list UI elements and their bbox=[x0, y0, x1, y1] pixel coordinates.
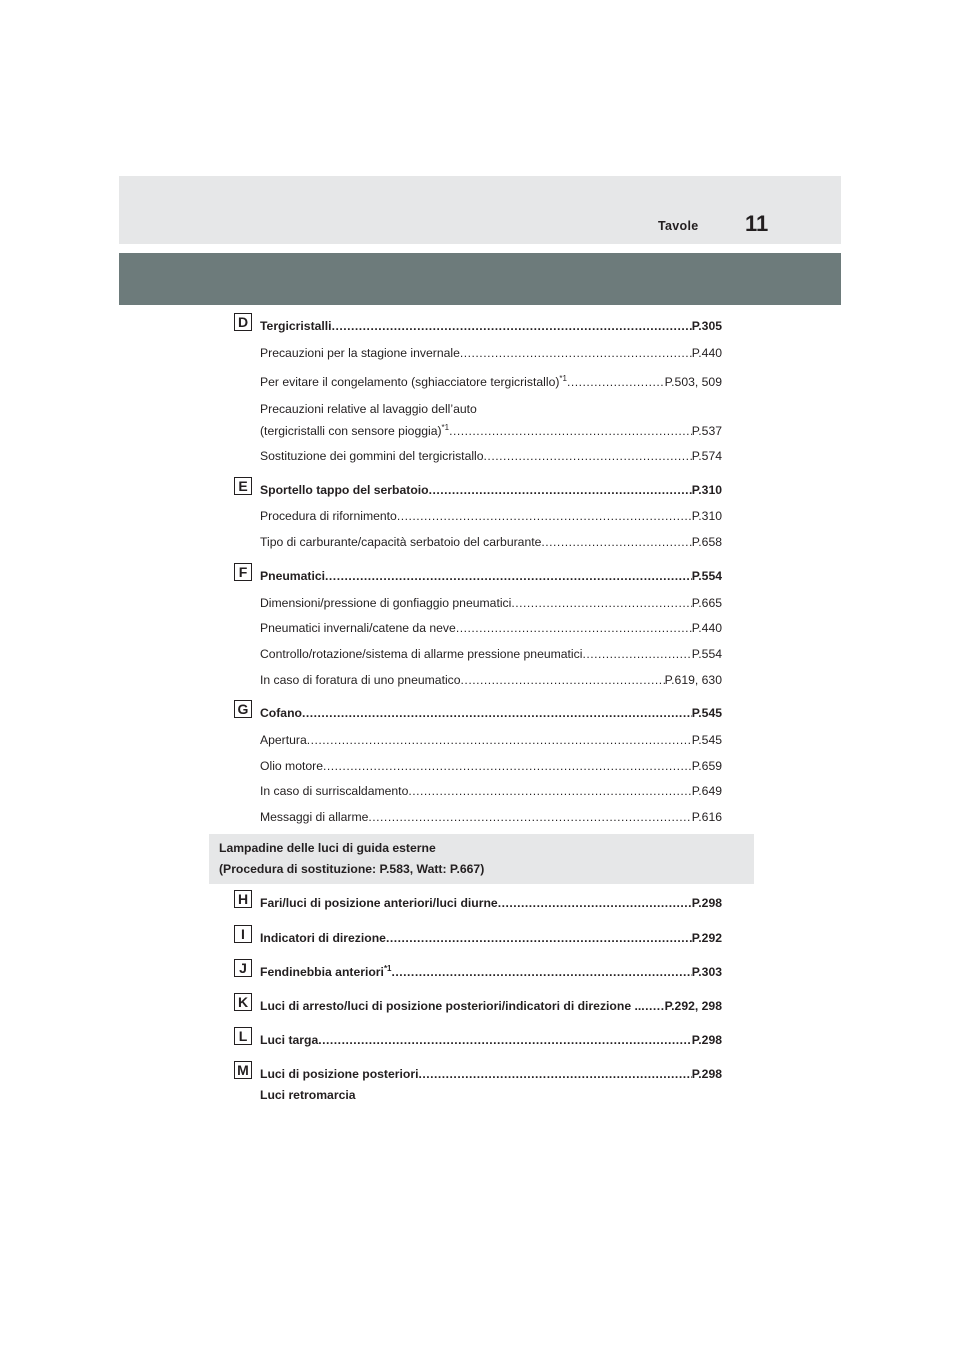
entry-page: P.665 bbox=[691, 596, 722, 610]
callout-letter: D bbox=[234, 313, 252, 331]
index-subentry[interactable] bbox=[260, 423, 722, 439]
index-subentry[interactable] bbox=[260, 646, 722, 662]
entry-page: P.537 bbox=[691, 424, 722, 438]
index-entry[interactable] bbox=[260, 1066, 722, 1082]
entry-text: Messaggi di allarme bbox=[260, 810, 369, 824]
index-entry[interactable] bbox=[260, 568, 722, 584]
entry-page: P.574 bbox=[691, 449, 722, 463]
entry-title: Luci di arresto/luci di posizione posteriori/indicatori di direzione .. bbox=[260, 999, 642, 1013]
page-number: 11 bbox=[745, 211, 769, 236]
index-subentry[interactable] bbox=[260, 508, 722, 524]
entry-page: P.292, 298 bbox=[664, 999, 722, 1013]
entry-page: P.310 bbox=[691, 483, 722, 497]
entry-page: P.545 bbox=[691, 706, 722, 720]
index-entry[interactable] bbox=[260, 930, 722, 946]
entry-title: Pneumatici bbox=[260, 569, 326, 583]
index-entry[interactable] bbox=[260, 1032, 722, 1048]
entry-page: P.503, 509 bbox=[664, 375, 722, 389]
entry-title: Fari/luci di posizione anteriori/luci diurne bbox=[260, 896, 498, 910]
bulbs-note-box bbox=[209, 834, 754, 884]
index-subentry[interactable] bbox=[260, 595, 722, 611]
entry-page: P.649 bbox=[691, 784, 722, 798]
callout-letter: E bbox=[234, 477, 252, 495]
index-entry[interactable] bbox=[260, 998, 722, 1014]
callout-letter: G bbox=[234, 700, 252, 718]
callout-letter: M bbox=[234, 1061, 252, 1079]
entry-page: P.298 bbox=[691, 1067, 722, 1081]
callout-letter: I bbox=[234, 925, 252, 943]
footnote-mark: *1 bbox=[441, 422, 450, 432]
entry-page: P.440 bbox=[691, 346, 722, 360]
index-entry[interactable] bbox=[260, 482, 722, 498]
index-entry[interactable] bbox=[260, 964, 722, 980]
entry-title-extra[interactable]: Luci retromarcia bbox=[260, 1088, 356, 1102]
bulbs-note-title: Lampadine delle luci di guida esterne bbox=[219, 841, 436, 855]
entry-text: In caso di foratura di uno pneumatico bbox=[260, 673, 461, 687]
entry-title: Tergicristalli bbox=[260, 319, 332, 333]
callout-letter: K bbox=[234, 993, 252, 1011]
entry-text: Olio motore bbox=[260, 759, 323, 773]
entry-title: Luci targa bbox=[260, 1033, 319, 1047]
entry-text: Pneumatici invernali/catene da neve bbox=[260, 621, 456, 635]
entry-page: P.440 bbox=[691, 621, 722, 635]
index-subentry[interactable] bbox=[260, 534, 722, 550]
entry-title: Fendinebbia anteriori bbox=[260, 965, 384, 979]
index-subentry[interactable] bbox=[260, 620, 722, 636]
gray-title-bar bbox=[119, 253, 841, 305]
entry-page: P.292 bbox=[691, 931, 722, 945]
entry-page: P.305 bbox=[691, 319, 722, 333]
footnote-mark: *1 bbox=[559, 373, 567, 383]
callout-letter: J bbox=[234, 959, 252, 977]
entry-text: Apertura bbox=[260, 733, 307, 747]
entry-title: Cofano bbox=[260, 706, 302, 720]
index-subentry[interactable] bbox=[260, 448, 722, 464]
index-entry[interactable] bbox=[260, 318, 722, 334]
index-subentry[interactable] bbox=[260, 345, 722, 361]
callout-letter: H bbox=[234, 890, 252, 908]
entry-page: P.554 bbox=[691, 569, 722, 583]
section-title: Tavole bbox=[658, 219, 699, 233]
entry-text: Dimensioni/pressione di gonfiaggio pneumatici bbox=[260, 596, 512, 610]
index-subentry[interactable] bbox=[260, 758, 722, 774]
entry-page: P.545 bbox=[691, 733, 722, 747]
entry-page: P.658 bbox=[691, 535, 722, 549]
entry-page: P.310 bbox=[691, 509, 722, 523]
index-subentry[interactable] bbox=[260, 374, 722, 390]
header-band bbox=[119, 176, 841, 244]
index-entry[interactable] bbox=[260, 895, 722, 911]
bulbs-note-reference: (Procedura di sostituzione: P.583, Watt: P.667) bbox=[219, 862, 485, 876]
callout-letter: L bbox=[234, 1027, 252, 1045]
index-entry[interactable] bbox=[260, 705, 722, 721]
index-subentry[interactable] bbox=[260, 672, 722, 688]
entry-title: Sportello tappo del serbatoio bbox=[260, 483, 429, 497]
entry-page: P.303 bbox=[691, 965, 722, 979]
index-subentry[interactable] bbox=[260, 809, 722, 825]
entry-text: Procedura di rifornimento bbox=[260, 509, 397, 523]
entry-page: P.659 bbox=[691, 759, 722, 773]
entry-title: Luci di posizione posteriori bbox=[260, 1067, 419, 1081]
index-subentry[interactable] bbox=[260, 783, 722, 799]
entry-text: (tergicristalli con sensore pioggia) bbox=[260, 424, 442, 438]
callout-letter: F bbox=[234, 563, 252, 581]
entry-text: Sostituzione dei gommini del tergicristallo bbox=[260, 449, 484, 463]
index-subentry[interactable] bbox=[260, 732, 722, 748]
footnote-mark: *1 bbox=[383, 963, 392, 973]
entry-text-line: Precauzioni relative al lavaggio dell’auto bbox=[260, 402, 477, 416]
entry-title: Indicatori di direzione bbox=[260, 931, 386, 945]
entry-text: Controllo/rotazione/sistema di allarme pressione pneumatici bbox=[260, 647, 583, 661]
entry-text: Tipo di carburante/capacità serbatoio del carburante bbox=[260, 535, 542, 549]
entry-text: In caso di surriscaldamento bbox=[260, 784, 409, 798]
entry-page: P.619, 630 bbox=[664, 673, 722, 687]
entry-text: Precauzioni per la stagione invernale bbox=[260, 346, 460, 360]
entry-page: P.554 bbox=[691, 647, 722, 661]
entry-page: P.298 bbox=[691, 896, 722, 910]
entry-page: P.298 bbox=[691, 1033, 722, 1047]
entry-text: Per evitare il congelamento (sghiacciatore tergicristallo) bbox=[260, 375, 560, 389]
entry-page: P.616 bbox=[691, 810, 722, 824]
